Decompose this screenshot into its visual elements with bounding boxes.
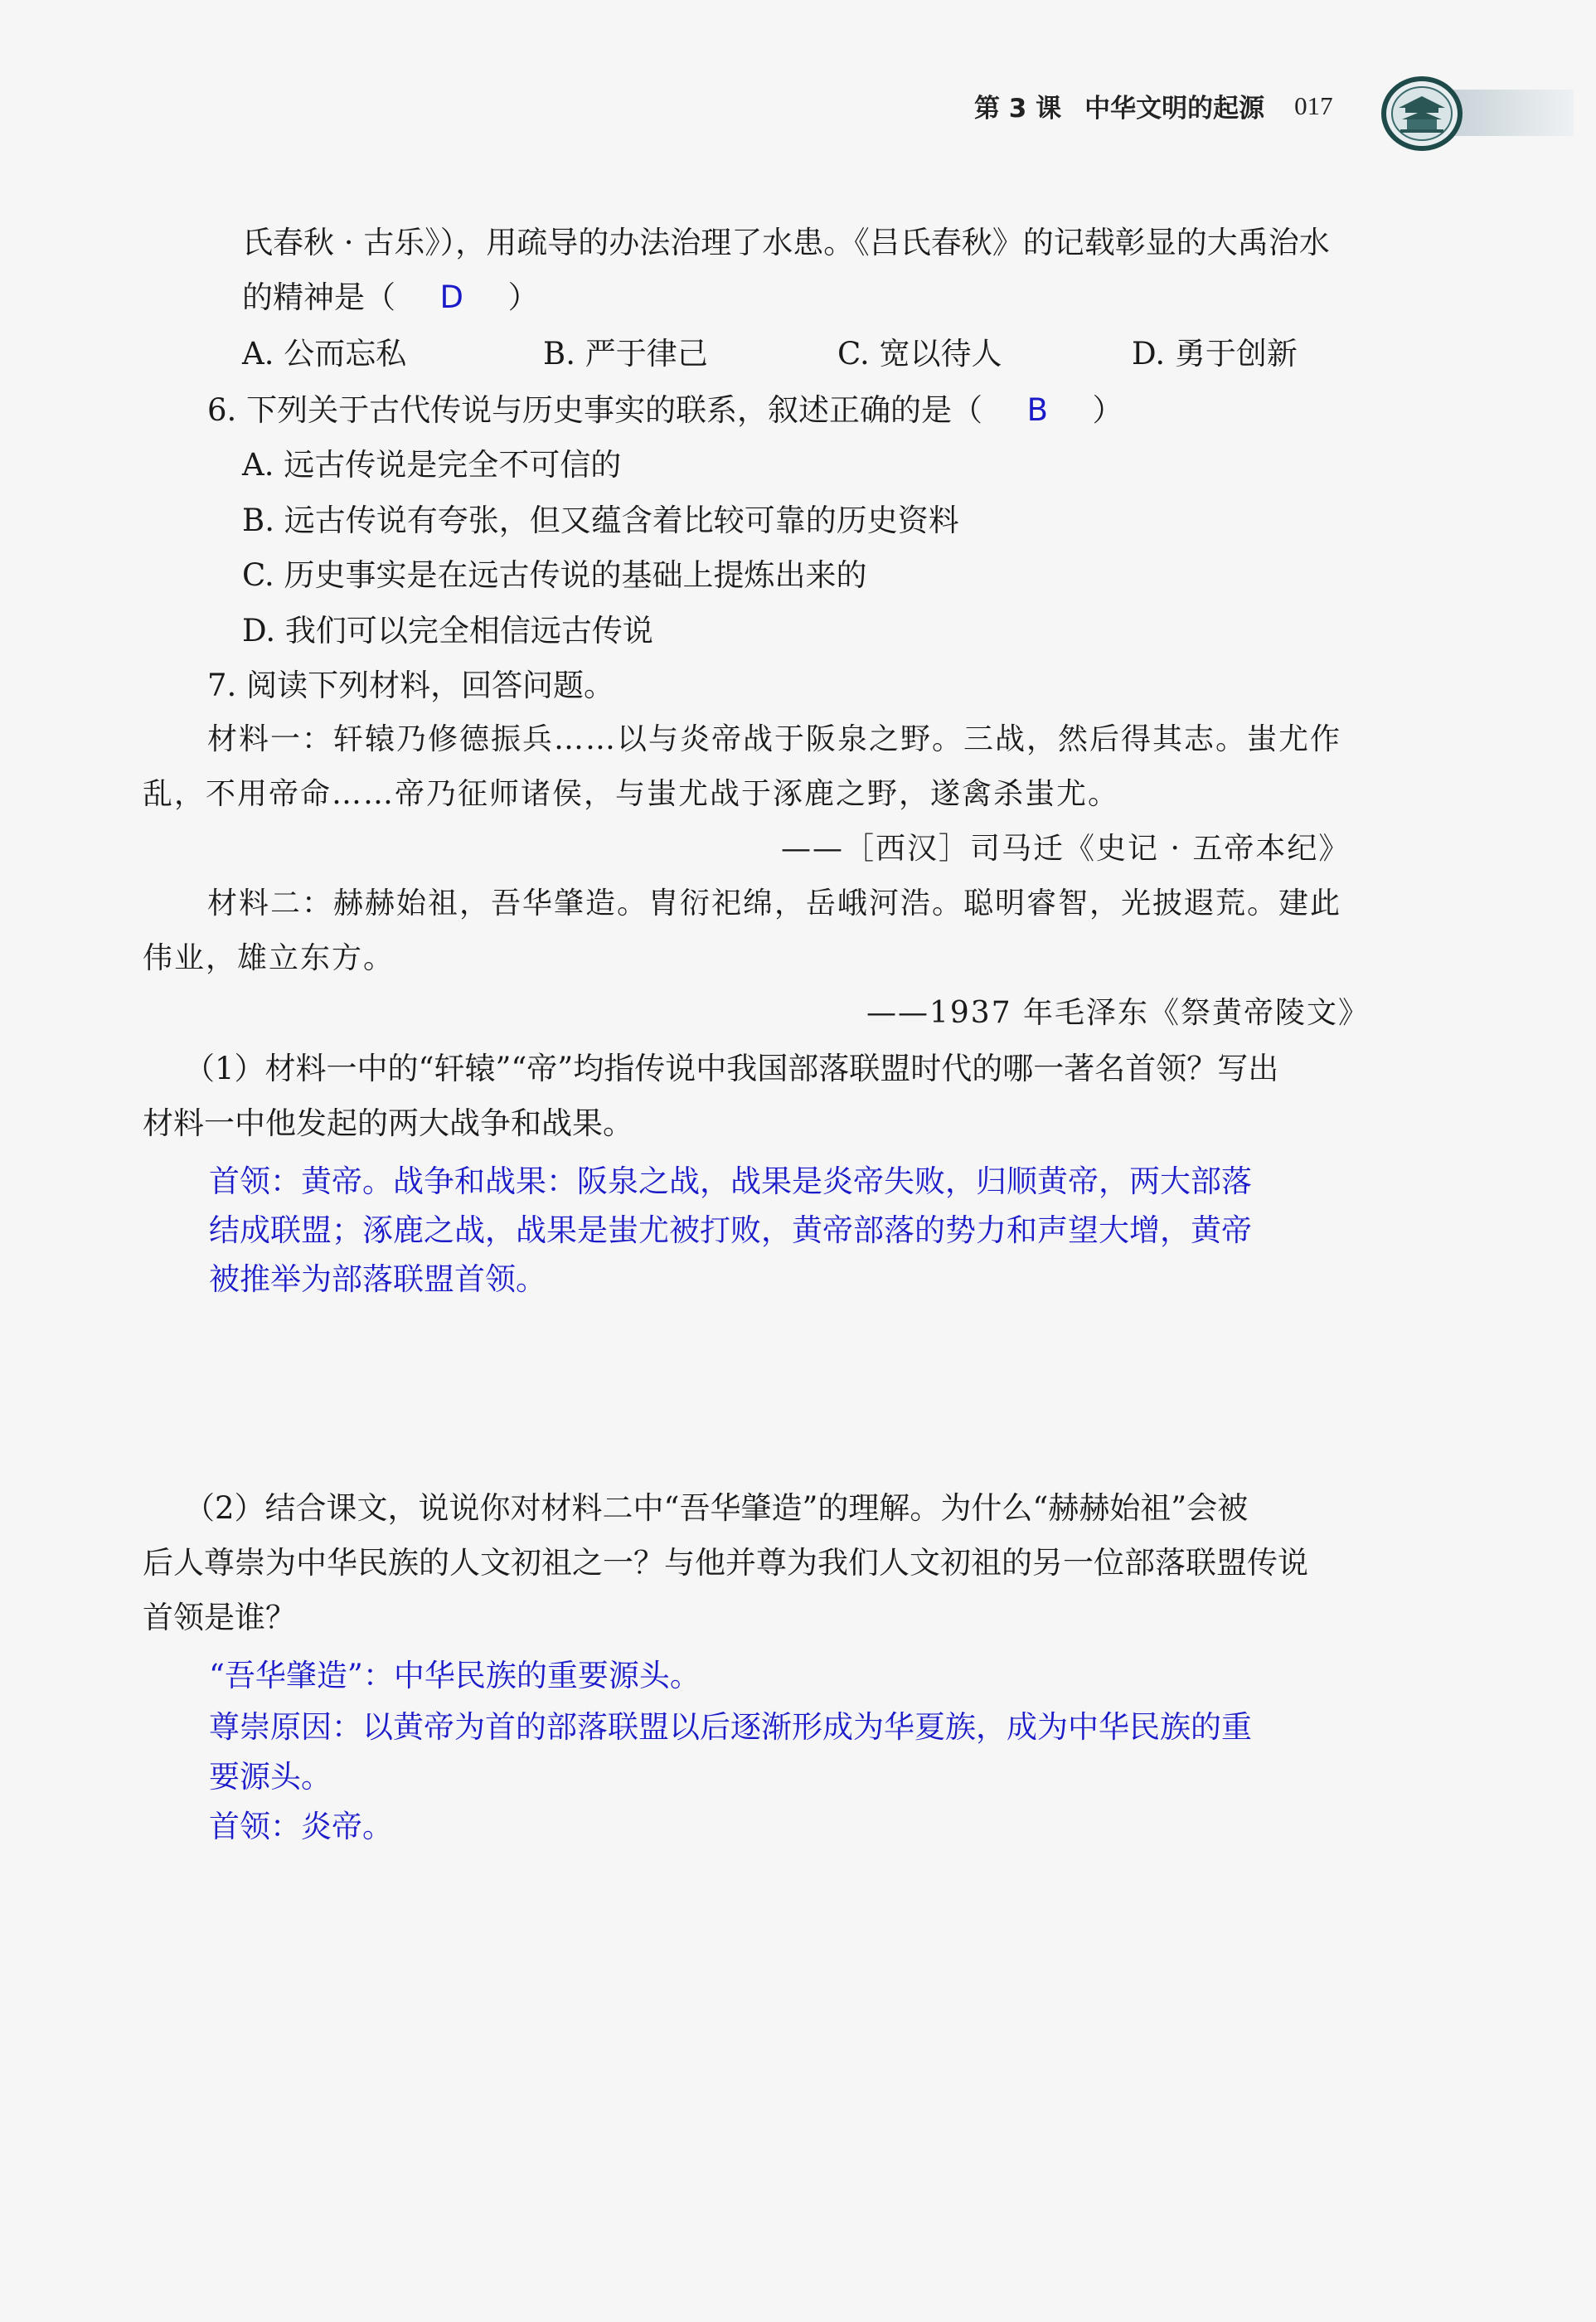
- temple-emblem-icon: [1380, 75, 1468, 153]
- lesson-number: 第 3 课: [974, 94, 1062, 124]
- q5-stem-post: ）: [507, 279, 539, 315]
- q5-answer: D: [439, 279, 464, 315]
- q6-answer: B: [1026, 392, 1048, 428]
- q6-stem: [207, 392, 1123, 428]
- q5-option-d: D. 勇于创新: [1132, 336, 1298, 372]
- q7-material1-line1: 材料一：轩辕乃修德振兵……以与炎帝战于阪泉之野。三战，然后得其志。蚩尤作: [207, 722, 1342, 756]
- q7-material2-line1: 材料二：赫赫始祖，吾华肇造。胄衍祀绵，岳峨河浩。聪明睿智，光披遐荒。建此: [207, 887, 1342, 921]
- q5-option-a: A. 公而忘私: [242, 336, 407, 372]
- q5-stem-pre: 的精神是（: [242, 279, 395, 315]
- q7-material2-line2: 伟业，雄立东方。: [143, 941, 395, 975]
- q7-sub2-line1: （2）结合课文，说说你对材料二中“吾华肇造”的理解。为什么“赫赫始祖”会被: [184, 1490, 1249, 1526]
- q7-answer2-line1: “吾华肇造”：中华民族的重要源头。: [209, 1658, 701, 1693]
- q6-stem-pre: 6. 下列关于古代传说与历史事实的联系，叙述正确的是（: [207, 392, 983, 428]
- q7-answer2-line2: 尊崇原因：以黄帝为首的部落联盟以后逐渐形成为华夏族，成为中华民族的重: [209, 1709, 1252, 1745]
- q7-answer1-line1: 首领：黄帝。战争和战果：阪泉之战，战果是炎帝失败，归顺黄帝，两大部落: [209, 1163, 1252, 1199]
- q6-stem-post: ）: [1092, 392, 1123, 428]
- q7-answer1-line2: 结成联盟；涿鹿之战，战果是蚩尤被打败，黄帝部落的势力和声望大增，黄帝: [209, 1212, 1252, 1248]
- q6-option-d: D. 我们可以完全相信远古传说: [242, 613, 653, 649]
- q7-stem: 7. 阅读下列材料，回答问题。: [207, 668, 615, 703]
- q7-sub1-line2: 材料一中他发起的两大战争和战果。: [143, 1105, 633, 1141]
- q7-answer1-line3: 被推举为部落联盟首领。: [209, 1261, 546, 1297]
- q7-material1-source: ——［西汉］司马迁《史记 · 五帝本纪》: [781, 832, 1351, 866]
- q6-option-a: A. 远古传说是完全不可信的: [242, 447, 622, 483]
- q7-sub2-line2: 后人尊崇为中华民族的人文初祖之一？与他并尊为我们人文初祖的另一位部落联盟传说: [143, 1545, 1308, 1581]
- q7-answer2-line3: 要源头。: [209, 1759, 332, 1795]
- lesson-title: 中华文明的起源: [1084, 94, 1265, 124]
- page-number: 017: [1294, 90, 1333, 120]
- page-header: [974, 87, 1333, 124]
- q5-option-c: C. 宽以待人: [837, 336, 1002, 372]
- q7-sub1-line1: （1）材料一中的“轩辕”“帝”均指传说中我国部落联盟时代的哪一著名首领？写出: [184, 1051, 1279, 1086]
- q7-material2-source: ——1937 年毛泽东《祭黄帝陵文》: [866, 996, 1370, 1030]
- q7-answer2-line4: 首领：炎帝。: [209, 1809, 393, 1844]
- q5-stem-line2: [242, 279, 539, 315]
- q7-material1-line2: 乱，不用帝命……帝乃征师诸侯，与蚩尤战于涿鹿之野，遂禽杀蚩尤。: [143, 777, 1120, 811]
- q6-option-c: C. 历史事实是在远古传说的基础上提炼出来的: [242, 557, 867, 593]
- q5-stem-line1: 氏春秋 · 古乐》），用疏导的办法治理了水患。《吕氏春秋》的记载彰显的大禹治水: [242, 225, 1330, 260]
- q6-option-b: B. 远古传说有夸张，但又蕴含着比较可靠的历史资料: [242, 503, 959, 538]
- q5-option-b: B. 严于律己: [543, 336, 708, 372]
- q7-sub2-line3: 首领是谁？: [143, 1600, 296, 1635]
